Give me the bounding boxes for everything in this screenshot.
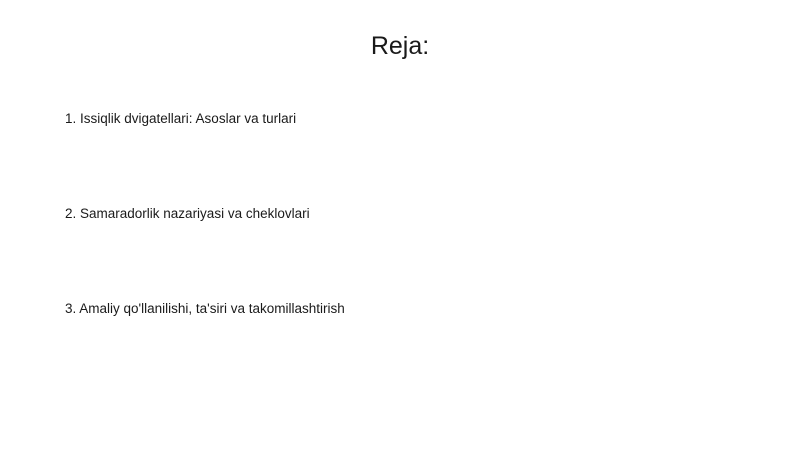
agenda-item: 3. Amaliy qo'llanilishi, ta'siri va takomillashtirish bbox=[65, 301, 345, 316]
agenda-item: 1. Issiqlik dvigatellari: Asoslar va turlari bbox=[65, 111, 297, 126]
agenda-item: 2. Samaradorlik nazariyasi va cheklovlari bbox=[65, 206, 310, 221]
agenda-list bbox=[65, 110, 345, 395]
slide-title: Reja: bbox=[370, 32, 430, 60]
